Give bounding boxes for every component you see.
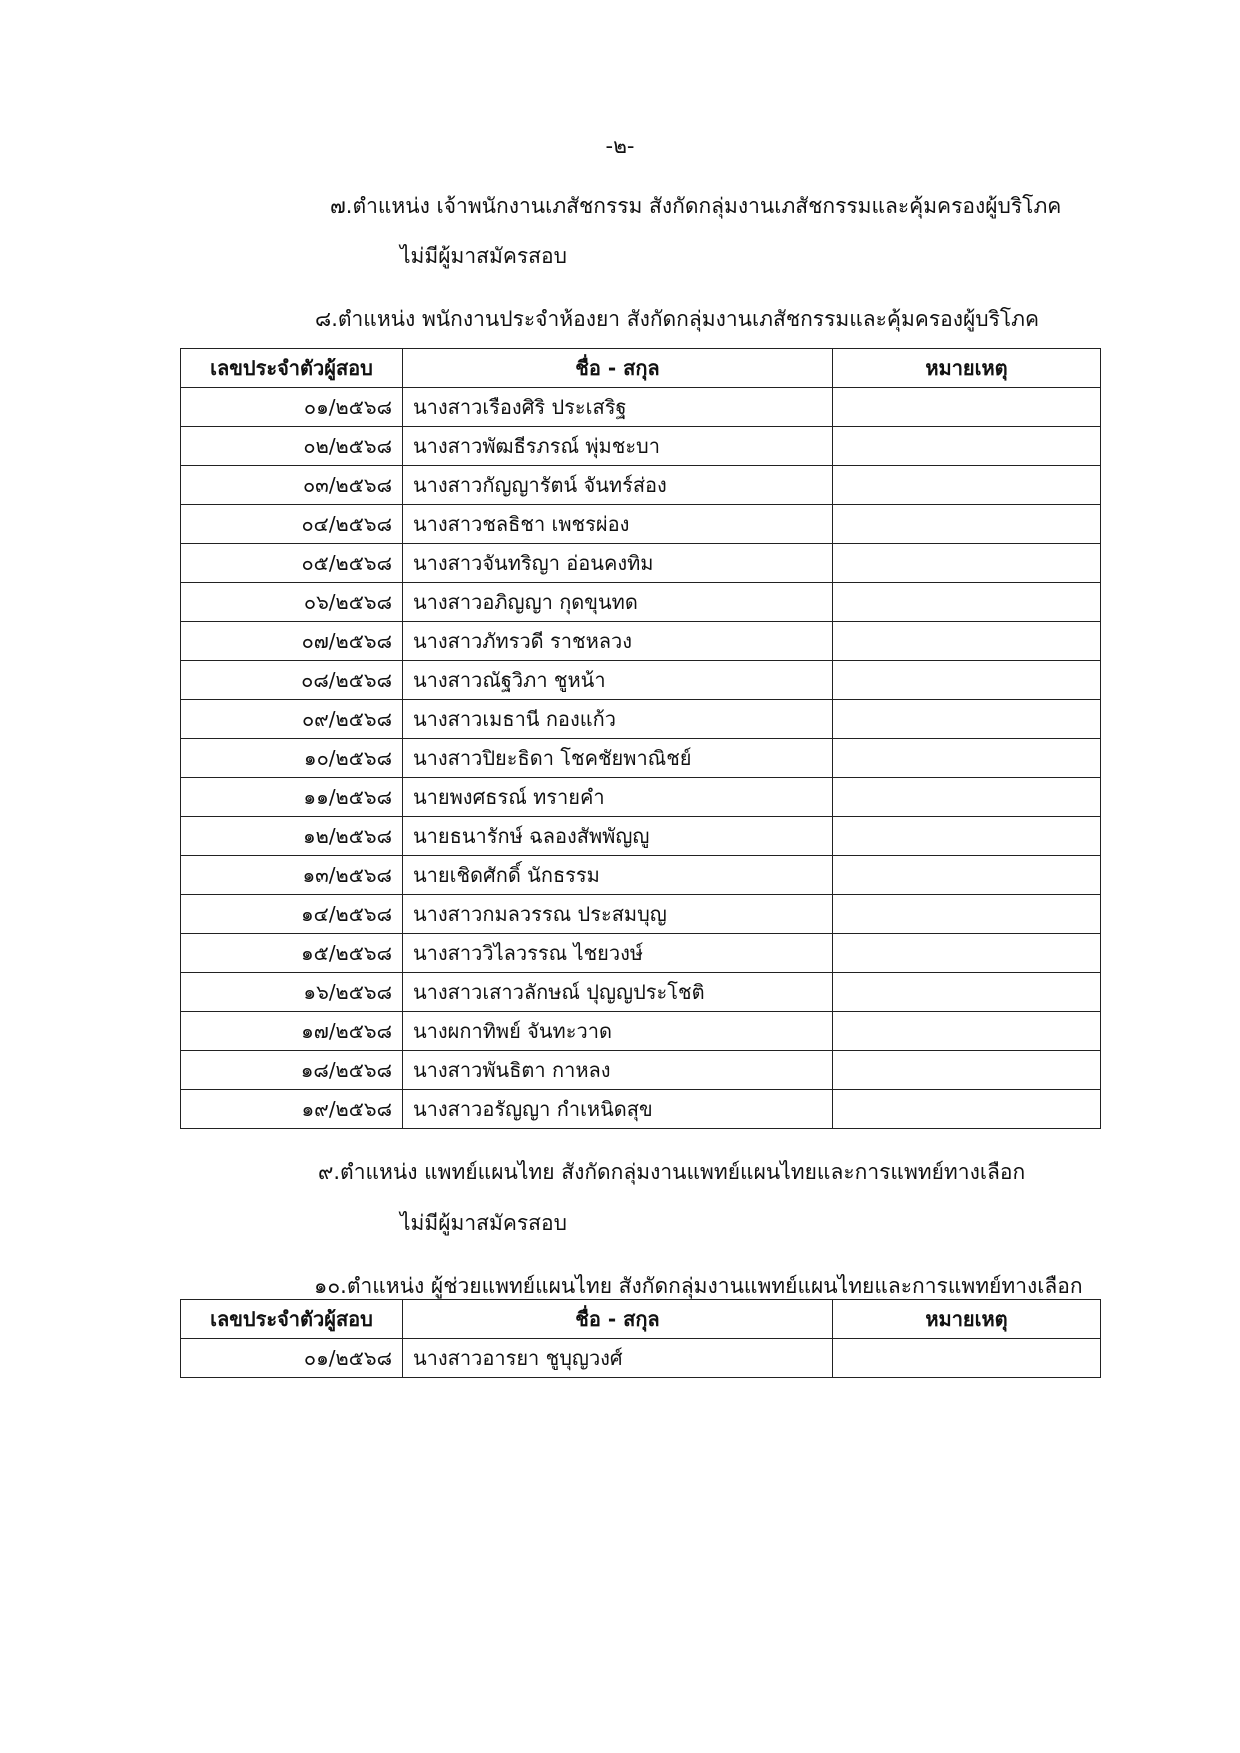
- cell-remark: [833, 1090, 1101, 1129]
- cell-remark: [833, 583, 1101, 622]
- cell-remark: [833, 661, 1101, 700]
- table-row: [181, 1012, 1101, 1051]
- cell-id: ๐๗/๒๕๖๘: [181, 622, 403, 661]
- cell-name: นางสาวกัญญารัตน์ จันทร์ส่อง: [403, 466, 833, 505]
- cell-name: นายธนารักษ์ ฉลองสัพพัญญู: [403, 817, 833, 856]
- cell-id: ๑๓/๒๕๖๘: [181, 856, 403, 895]
- page-number: -๒-: [605, 134, 635, 158]
- table-row: [181, 1051, 1101, 1090]
- cell-remark: [833, 1051, 1101, 1090]
- cell-name: นางสาวเมธานี กองแก้ว: [403, 700, 833, 739]
- cell-id: ๑๕/๒๕๖๘: [181, 934, 403, 973]
- cell-name: นางสาวกมลวรรณ ประสมบุญ: [403, 895, 833, 934]
- section-7-note: ไม่มีผู้มาสมัครสอบ: [400, 244, 567, 268]
- table-row: [181, 505, 1101, 544]
- table-row: [181, 817, 1101, 856]
- section-10-table: [180, 1299, 1101, 1378]
- cell-remark: [833, 466, 1101, 505]
- section-9-note: ไม่มีผู้มาสมัครสอบ: [400, 1211, 567, 1235]
- table-header-row: [181, 1300, 1101, 1339]
- cell-id: ๑๗/๒๕๖๘: [181, 1012, 403, 1051]
- table-row: [181, 934, 1101, 973]
- section-8-table: [180, 348, 1101, 1129]
- section-9-title: ๙.ตำแหน่ง แพทย์แผนไทย สังกัดกลุ่มงานแพทย์แผนไทยและการแพทย์ทางเลือก: [318, 1160, 1026, 1184]
- cell-name: นางสาววิไลวรรณ ไชยวงษ์: [403, 934, 833, 973]
- cell-id: ๐๙/๒๕๖๘: [181, 700, 403, 739]
- table-row: [181, 739, 1101, 778]
- cell-id: ๑๐/๒๕๖๘: [181, 739, 403, 778]
- table-row: [181, 622, 1101, 661]
- cell-id: ๑๔/๒๕๖๘: [181, 895, 403, 934]
- cell-id: ๐๖/๒๕๖๘: [181, 583, 403, 622]
- cell-remark: [833, 388, 1101, 427]
- cell-id: ๑๒/๒๕๖๘: [181, 817, 403, 856]
- header-name: ชื่อ - สกุล: [403, 1300, 833, 1339]
- cell-remark: [833, 427, 1101, 466]
- header-id: เลขประจำตัวผู้สอบ: [181, 1300, 403, 1339]
- cell-name: นางสาวณัฐวิภา ชูหน้า: [403, 661, 833, 700]
- cell-remark: [833, 856, 1101, 895]
- cell-name: นางสาวเรืองศิริ ประเสริฐ: [403, 388, 833, 427]
- cell-name: นางสาวอรัญญา กำเหนิดสุข: [403, 1090, 833, 1129]
- cell-name: นางผกาทิพย์ จันทะวาด: [403, 1012, 833, 1051]
- cell-name: นางสาวปิยะธิดา โชคชัยพาณิชย์: [403, 739, 833, 778]
- cell-remark: [833, 895, 1101, 934]
- cell-id: ๐๔/๒๕๖๘: [181, 505, 403, 544]
- header-id: เลขประจำตัวผู้สอบ: [181, 349, 403, 388]
- cell-remark: [833, 973, 1101, 1012]
- cell-id: ๑๘/๒๕๖๘: [181, 1051, 403, 1090]
- cell-name: นางสาวภัทรวดี ราชหลวง: [403, 622, 833, 661]
- cell-name: นายพงศธรณ์ ทรายคำ: [403, 778, 833, 817]
- section-8-title: ๘.ตำแหน่ง พนักงานประจำห้องยา สังกัดกลุ่มงานเภสัชกรรมและคุ้มครองผู้บริโภค: [315, 307, 1040, 331]
- cell-remark: [833, 622, 1101, 661]
- table-row: [181, 466, 1101, 505]
- cell-remark: [833, 934, 1101, 973]
- header-name: ชื่อ - สกุล: [403, 349, 833, 388]
- table-row: [181, 427, 1101, 466]
- cell-name: นางสาวเสาวลักษณ์ ปุญญประโชติ: [403, 973, 833, 1012]
- cell-id: ๐๕/๒๕๖๘: [181, 544, 403, 583]
- cell-name: นางสาวพันธิตา กาหลง: [403, 1051, 833, 1090]
- cell-name: นางสาวอารยา ชูบุญวงศ์: [403, 1339, 833, 1378]
- cell-remark: [833, 1012, 1101, 1051]
- table-header-row: [181, 349, 1101, 388]
- table-row: [181, 544, 1101, 583]
- section-10-title: ๑๐.ตำแหน่ง ผู้ช่วยแพทย์แผนไทย สังกัดกลุ่มงานแพทย์แผนไทยและการแพทย์ทางเลือก: [314, 1274, 1083, 1298]
- cell-remark: [833, 778, 1101, 817]
- table-row: [181, 583, 1101, 622]
- cell-name: นางสาวพัฒธีรภรณ์ พุ่มชะบา: [403, 427, 833, 466]
- table-row: [181, 661, 1101, 700]
- cell-remark: [833, 1339, 1101, 1378]
- table-row: [181, 856, 1101, 895]
- section-7-title: ๗.ตำแหน่ง เจ้าพนักงานเภสัชกรรม สังกัดกลุ่มงานเภสัชกรรมและคุ้มครองผู้บริโภค: [330, 194, 1062, 218]
- header-remark: หมายเหตุ: [833, 1300, 1101, 1339]
- cell-id: ๐๑/๒๕๖๘: [181, 1339, 403, 1378]
- table-row: [181, 1339, 1101, 1378]
- cell-id: ๐๘/๒๕๖๘: [181, 661, 403, 700]
- cell-name: นางสาวอภิญญา กุดขุนทด: [403, 583, 833, 622]
- cell-remark: [833, 544, 1101, 583]
- header-remark: หมายเหตุ: [833, 349, 1101, 388]
- table-row: [181, 973, 1101, 1012]
- cell-remark: [833, 700, 1101, 739]
- cell-name: นางสาวชลธิชา เพชรผ่อง: [403, 505, 833, 544]
- cell-id: ๑๑/๒๕๖๘: [181, 778, 403, 817]
- cell-id: ๐๑/๒๕๖๘: [181, 388, 403, 427]
- table-row: [181, 895, 1101, 934]
- cell-id: ๑๙/๒๕๖๘: [181, 1090, 403, 1129]
- table-row: [181, 1090, 1101, 1129]
- table-row: [181, 388, 1101, 427]
- cell-name: นางสาวจันทริญา อ่อนคงทิม: [403, 544, 833, 583]
- cell-id: ๐๓/๒๕๖๘: [181, 466, 403, 505]
- cell-id: ๐๒/๒๕๖๘: [181, 427, 403, 466]
- cell-name: นายเชิดศักดิ์ นักธรรม: [403, 856, 833, 895]
- table-row: [181, 700, 1101, 739]
- table-row: [181, 778, 1101, 817]
- cell-remark: [833, 505, 1101, 544]
- cell-remark: [833, 739, 1101, 778]
- cell-remark: [833, 817, 1101, 856]
- cell-id: ๑๖/๒๕๖๘: [181, 973, 403, 1012]
